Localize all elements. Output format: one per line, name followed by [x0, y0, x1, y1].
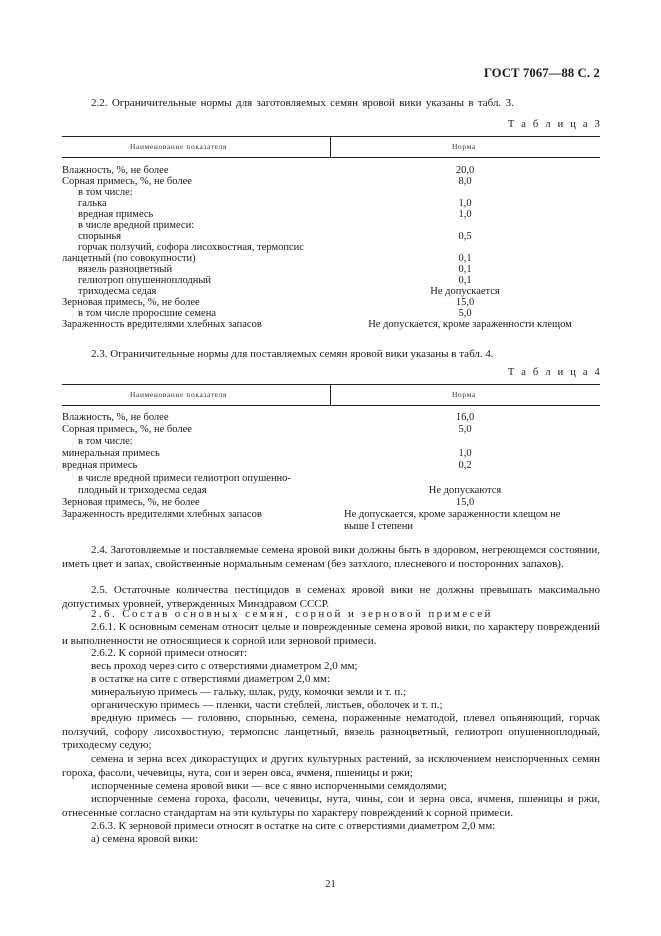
list-item: минеральную примесь — гальку, шлак, руду, комочки земли и т. п.;: [91, 686, 407, 698]
table-row-value: 0,1: [458, 275, 472, 286]
table-row-label: Сорная примесь, %, не более: [62, 176, 192, 187]
list-item: весь проход через сито с отверстиями диаметром 2,0 мм;: [91, 660, 358, 672]
table-row-label: вредная примесь: [62, 460, 138, 471]
table-row-label: Влажность, %, не более: [62, 412, 169, 423]
table-row-value: 0,2: [458, 460, 472, 471]
table3-column-divider: [330, 136, 331, 157]
table-row-label: Зараженность вредителями хлебных запасов: [62, 509, 262, 520]
table-row-label: Зерновая примесь, %, не более: [62, 297, 200, 308]
table4-col-name: Наименование показателя: [130, 390, 227, 399]
table-row-value: Не допускается: [430, 286, 500, 297]
list-item: семена и зерна всех дикорастущих и других культурных растений, за исключением неиспорченных семян гороха, фасоли, чечевицы, нута, сои и зерен овса, ячменя, пшеницы и ржи;: [62, 753, 600, 779]
table-row-label: в том числе:: [78, 436, 133, 447]
table-row-label: триходесма седая: [78, 286, 157, 297]
table-row-label: вязель разноцветный: [78, 264, 173, 275]
paragraph-2-2: 2.2. Ограничительные нормы для заготовляемых семян яровой вики указаны в табл. 3.: [91, 97, 514, 109]
table-row-label: ланцетный (по совокупности): [62, 253, 196, 264]
table-row-label: в том числе проросшие семена: [78, 308, 217, 319]
table-row-value: 0,1: [458, 253, 472, 264]
paragraph-2-4: 2.4. Заготовляемые и поставляемые семена яровой вики должны быть в здоровом, негреющемся состоянии, иметь цвет и запах, свойственные нормальным семенам (без затхлого, плесневого и посторонних запахов).: [62, 544, 600, 570]
table4-caption: Т а б л и ц а 4: [507, 367, 602, 378]
table-row-label: Зерновая примесь, %, не более: [62, 497, 200, 508]
table4-col-norm: Норма: [452, 390, 476, 399]
table-row-label: галька: [78, 198, 107, 209]
table-row-label: в числе вредной примеси:: [78, 220, 195, 231]
table-row-value: выше I степени: [344, 521, 413, 532]
paragraph-2-6-3: 2.6.3. К зерновой примеси относят в остатке на сите с отверстиями диаметром 2,0 мм:: [91, 820, 496, 832]
section-title-2-6: 2.6. Состав основных семян, сорной и зерновой примесей: [91, 608, 493, 620]
page-number: 21: [325, 879, 336, 890]
paragraph-2-3: 2.3. Ограничительные нормы для поставляемых семян яровой вики указаны в табл. 4.: [91, 348, 494, 360]
paragraph-2-6-1: 2.6.1. К основным семенам относят целые и поврежденные семена яровой вики, по характеру повреждений и выполненности не относящиеся к сорной или зерновой примеси.: [62, 621, 600, 647]
table-row-value: 5,0: [458, 424, 472, 435]
list-item: испорченные семена гороха, фасоли, чечевицы, нута, чины, сои и зерна овса, ячменя, пшеницы и ржи, отнесенные согласно стандартам на эти культуры по характеру повреждений к сорной примеси.: [62, 793, 600, 819]
table-row-value: 15,0: [455, 297, 475, 308]
page-header: ГОСТ 7067—88 С. 2: [483, 66, 600, 80]
table-row-label: Сорная примесь, %, не более: [62, 424, 192, 435]
list-item: а) семена яровой вики:: [91, 833, 199, 845]
table-row-value: 1,0: [458, 209, 472, 220]
table-row-label: Зараженность вредителями хлебных запасов: [62, 319, 262, 330]
table-row-label: плодный и триходесма седая: [78, 485, 207, 496]
table-row-value: 20,0: [455, 165, 475, 176]
table-row-label: горчак ползучий, софора лисохвостная, термопсис: [78, 242, 304, 253]
table-row-label: в числе вредной примеси гелиотроп опушенно-: [78, 473, 291, 484]
table-row-value: 5,0: [458, 308, 472, 319]
table3-caption: Т а б л и ц а 3: [507, 119, 602, 130]
table3-header-rule: [62, 157, 600, 158]
table-row-value: 0,1: [458, 264, 472, 275]
table-row-label: минеральная примесь: [62, 448, 160, 459]
paragraph-2-6-2: 2.6.2. К сорной примеси относят:: [91, 647, 248, 659]
table-row-value: 1,0: [458, 448, 472, 459]
table4-top-rule: [62, 384, 600, 385]
table-row-value: Не допускается, кроме зараженности клещом не: [344, 509, 561, 520]
list-item: испорченные семена яровой вики — все с явно испорченными семядолями;: [91, 780, 447, 792]
table-row-value: 0,5: [458, 231, 472, 242]
table-row-label: спорынья: [78, 231, 122, 242]
table-row-label: в том числе:: [78, 187, 133, 198]
paragraph-2-5: 2.5. Остаточные количества пестицидов в семенах яровой вики не должны превышать максимально допустимых уровней, утвержденных Минздравом СССР.: [62, 584, 600, 610]
table-row-value: Не допускаются: [428, 485, 502, 496]
table-row-value: 15,0: [455, 497, 475, 508]
table3-col-norm: Норма: [452, 142, 476, 151]
table-row-value: Не допускается, кроме зараженности клещом: [368, 319, 572, 330]
table-row-label: вредная примесь: [78, 209, 154, 220]
table3-col-name: Наименование показателя: [130, 142, 227, 151]
list-item: вредную примесь — головню, спорынью, семена, пораженные нематодой, плевел опьяняющий, горчак ползучий, софору лисохвостную, термопсис ланцетный, вязель разноцветный, гелиотроп опушенноплодный, триходесму седую;: [62, 712, 600, 751]
table-row-value: 16,0: [455, 412, 475, 423]
table-row-value: 8,0: [458, 176, 472, 187]
table-row-value: 1,0: [458, 198, 472, 209]
table4-header-rule: [62, 405, 600, 406]
table-row-label: гелиотроп опушенноплодный: [78, 275, 212, 286]
list-item: органическую примесь — пленки, части стеблей, листьев, оболочек и т. п.;: [91, 699, 443, 711]
list-item: в остатке на сите с отверстиями диаметром 2,0 мм:: [91, 673, 331, 685]
table3-top-rule: [62, 136, 600, 137]
table-row-label: Влажность, %, не более: [62, 165, 169, 176]
table4-column-divider: [330, 384, 331, 405]
